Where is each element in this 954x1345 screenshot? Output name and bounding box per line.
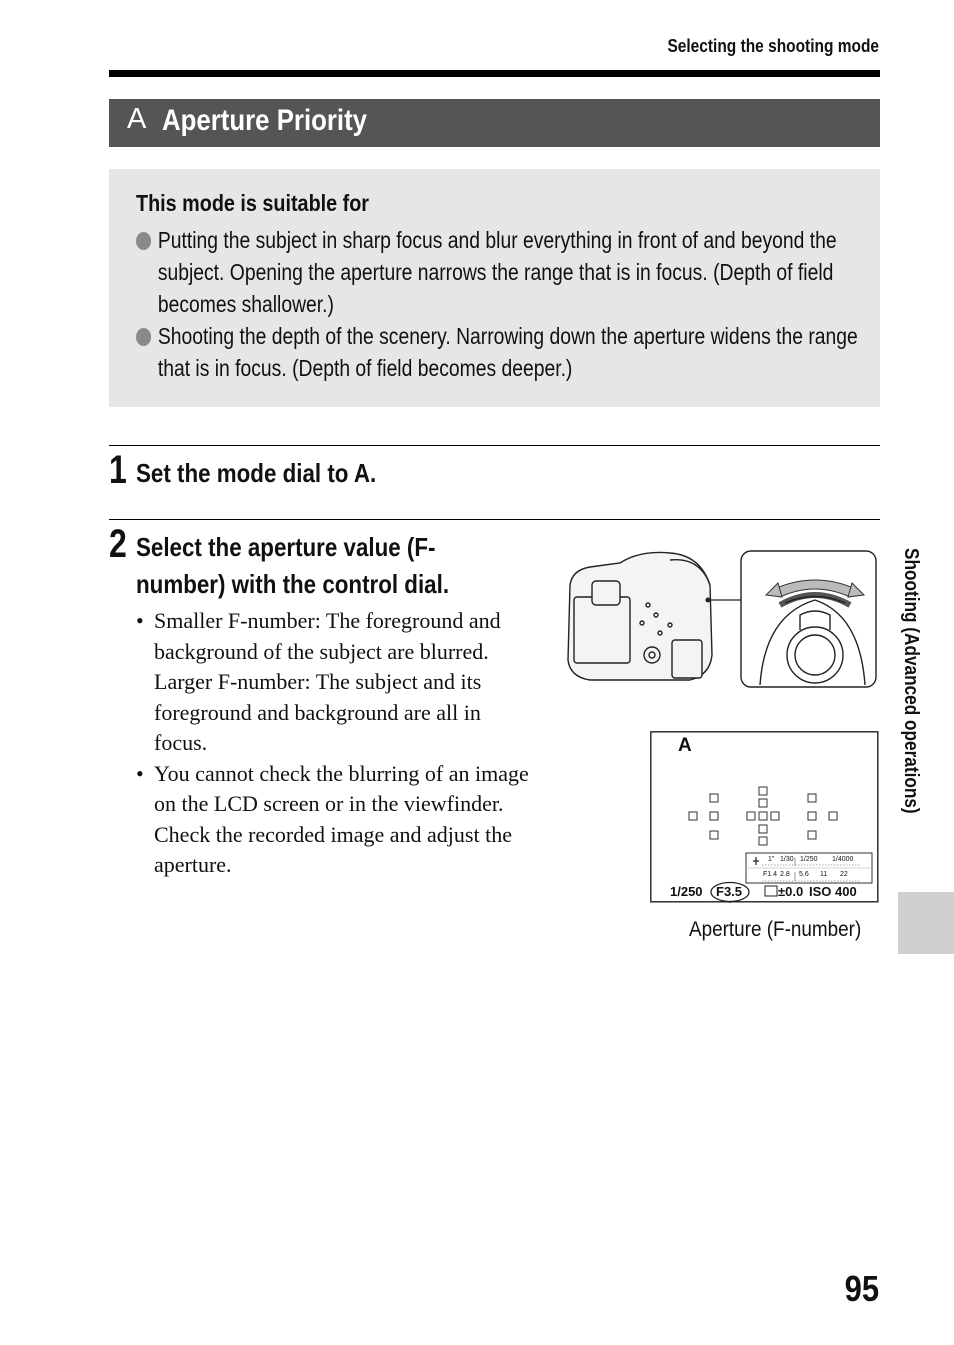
shutter-scale-label: 1" [768, 856, 775, 863]
lcd-mode-indicator: A [678, 735, 692, 756]
step-divider [109, 519, 880, 520]
chapter-tab [898, 892, 954, 954]
suitable-heading: This mode is suitable for [136, 190, 370, 216]
mode-letter: A [127, 103, 147, 135]
suitable-item-text: Putting the subject in sharp focus and blur everything in front of and beyond the subject. Opening the aperture narrows the range that is in focus. (Depth of field becomes shallower.) [157, 227, 837, 317]
shutter-scale-label: 1/250 [800, 856, 818, 863]
page-number: 95 [844, 1268, 879, 1309]
suitable-item [136, 320, 875, 384]
step-text: Set the mode dial to A. [136, 458, 377, 488]
step2-bullet-list [136, 606, 536, 881]
bullet-item: • Smaller F-number: The foreground and background of the subject are blurred. Larger F-number: The subject and its foreground and background are all in focus. [136, 608, 501, 755]
lcd-exposure-comp: ±0.0 [778, 884, 804, 899]
lcd-aperture-value: F3.5 [716, 884, 743, 899]
section-title-bar [109, 99, 880, 147]
step-text: Select the aperture value (F- [136, 532, 436, 562]
step-number: 1 [109, 448, 127, 492]
step-text: number) with the control dial. [136, 569, 450, 599]
bullet-text: You cannot check the blurring of an image on the LCD screen or in the viewfinder. Check the recorded image and adjust the aperture. [154, 760, 529, 877]
aperture-scale-label: 5.6 [799, 871, 809, 878]
chapter-side-label: Shooting (Advanced operations) [900, 548, 922, 814]
bullet-dot-icon [136, 328, 151, 346]
bullet-text: Smaller F-number: The foreground and background of the subject are blurred. Larger F-number: The subject and its foreground and background are all in focus. [154, 608, 501, 755]
aperture-scale-label: 11 [820, 871, 828, 878]
bullet-item: • You cannot check the blurring of an image on the LCD screen or in the viewfinder. Check the recorded image and adjust the aperture. [136, 760, 529, 877]
step-number: 2 [109, 522, 127, 566]
running-header: Selecting the shooting mode [667, 36, 879, 56]
step-divider [109, 445, 880, 446]
aperture-scale-label: 22 [840, 871, 848, 878]
aperture-scale-label: 2.8 [780, 871, 790, 878]
camera-illustration [560, 545, 880, 690]
section-title: Aperture Priority [162, 104, 368, 137]
lcd-iso: ISO 400 [809, 884, 857, 899]
aperture-scale-label: F1.4 [763, 871, 778, 878]
suitable-item [136, 224, 875, 320]
suitable-item-text: Shooting the depth of the scenery. Narrowing down the aperture widens the range that is in focus. (Depth of field becomes deeper.) [157, 323, 858, 381]
lcd-shutter-value: 1/250 [670, 884, 703, 899]
shutter-scale-label: 1/30 [780, 856, 794, 863]
bullet-dot-icon [136, 232, 151, 250]
aperture-caption: Aperture (F-number) [689, 918, 862, 941]
shutter-scale-label: 1/4000 [832, 856, 854, 863]
suitable-for-box [109, 169, 880, 407]
header-rule [109, 70, 880, 77]
